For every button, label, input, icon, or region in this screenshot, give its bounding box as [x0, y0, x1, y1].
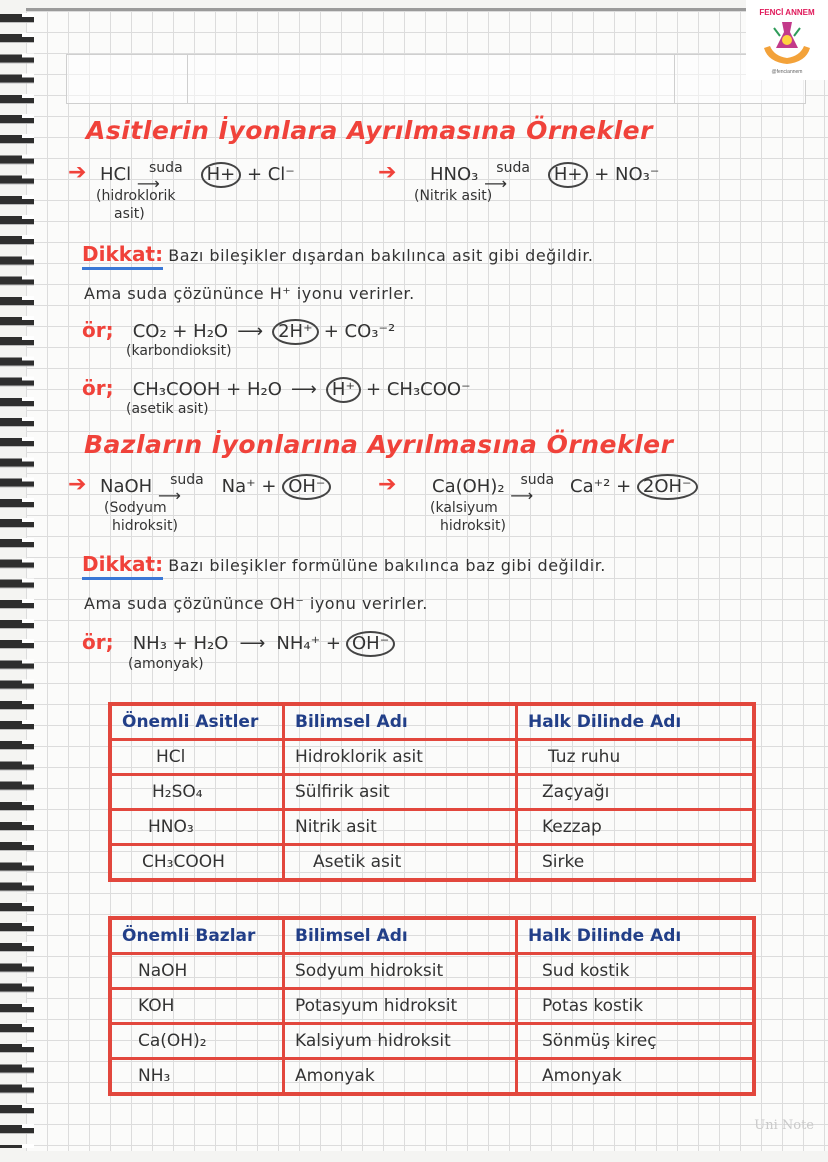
- base-eq2-formula: Ca(OH)₂: [432, 476, 505, 497]
- table-cell: NaOH: [110, 954, 284, 989]
- acids-section-title: Asitlerin İyonlara Ayrılmasına Örnekler: [86, 116, 653, 145]
- table-row: [110, 954, 754, 989]
- note1-example-2: [82, 376, 471, 403]
- acid-eq2-formula: HNO₃: [430, 164, 479, 185]
- base-eq2-over: suda: [520, 472, 555, 488]
- base-eq1-rest: Na⁺ +: [221, 476, 277, 497]
- note1-ex1-arrow: ⟶: [237, 321, 264, 342]
- table-cell: Potasyum hidroksit: [284, 989, 517, 1024]
- acid-eq2-ion: H+: [548, 162, 589, 188]
- table-cell: Amonyak: [284, 1059, 517, 1095]
- page-header-box: [66, 54, 806, 104]
- note1-label: Dikkat:: [82, 242, 163, 270]
- table-header-cell: Önemli Asitler: [110, 704, 284, 740]
- note1-ex1-ion: 2H⁺: [272, 319, 319, 345]
- table-row: [110, 740, 754, 775]
- note2-example-1: [82, 630, 395, 657]
- note2-ex1-lhs: NH₃ + H₂O: [132, 633, 229, 654]
- note2-ex1-ion: OH⁻: [346, 631, 395, 657]
- table-cell: Kalsiyum hidroksit: [284, 1024, 517, 1059]
- table-header-cell: Bilimsel Adı: [284, 704, 517, 740]
- table-cell: Zaçyağı: [517, 775, 755, 810]
- table-cell: Potas kostik: [517, 989, 755, 1024]
- note1-ex2-arrow: ⟶: [291, 379, 317, 400]
- table-cell: HCl: [110, 740, 284, 775]
- table-cell: NH₃: [110, 1059, 284, 1095]
- table-cell: Sülfirik asit: [284, 775, 517, 810]
- table-cell: H₂SO₄: [110, 775, 284, 810]
- table-header-cell: Halk Dilinde Adı: [517, 704, 755, 740]
- spiral-binding: [0, 8, 34, 1148]
- table-header-cell: Önemli Bazlar: [110, 918, 284, 954]
- table-row: [110, 775, 754, 810]
- table-row: [110, 1059, 754, 1095]
- note2-ex1-rest: NH₄⁺ +: [276, 633, 341, 654]
- base-equation-2: Ca(OH)₂ suda ⟶ Ca⁺² + 2OH⁻: [432, 474, 698, 500]
- note2-ex1-arrow: ⟶: [239, 633, 266, 654]
- base-eq1-ion: OH⁻: [282, 474, 331, 500]
- table-cell: Sodyum hidroksit: [284, 954, 517, 989]
- acid-eq2-name: (Nitrik asit): [414, 188, 493, 204]
- note1-line2: Ama suda çözününce H⁺ iyonu verirler.: [84, 284, 415, 303]
- acid-eq1-rest: + Cl⁻: [246, 164, 295, 185]
- note1-line1: Bazı bileşikler dışardan bakılınca asit gibi değildir.: [168, 246, 594, 265]
- hands-flask-icon: [760, 18, 814, 68]
- bases-table: [108, 916, 756, 1096]
- arrow-icon: ➔: [378, 472, 397, 497]
- table-cell: Tuz ruhu: [517, 740, 755, 775]
- note2-label: Dikkat:: [82, 552, 163, 580]
- note2-row: [82, 552, 606, 576]
- acid-eq1-ion: H+: [201, 162, 242, 188]
- note1-example-1: [82, 318, 395, 345]
- base-eq2-name-2: hidroksit): [440, 518, 506, 534]
- base-eq2-rest: Ca⁺² +: [570, 476, 632, 497]
- table-cell: Sud kostik: [517, 954, 755, 989]
- base-eq1-formula: NaOH: [100, 476, 153, 497]
- watermark: Uni Note: [754, 1118, 814, 1133]
- acid-eq2-over: suda: [496, 160, 530, 176]
- logo-tagline: @fenciannem: [771, 69, 803, 75]
- note1-ex1-rest: + CO₃⁻²: [323, 321, 396, 342]
- table-header-row: [110, 704, 754, 740]
- base-eq1-name-2: hidroksit): [112, 518, 178, 534]
- note1-ex1-lhs: CO₂ + H₂O: [132, 321, 229, 342]
- acid-equation-2: HNO₃ suda ⟶ H+ + NO₃⁻: [430, 160, 660, 193]
- note1-ex2-name: (asetik asit): [126, 401, 209, 417]
- note2-ex1-name: (amonyak): [128, 656, 204, 672]
- table-cell: Ca(OH)₂: [110, 1024, 284, 1059]
- acid-eq1-name-2: asit): [114, 206, 145, 222]
- note1-ex2-rest: + CH₃COO⁻: [366, 379, 471, 400]
- acid-eq1-name-1: (hidroklorik: [96, 188, 176, 204]
- acid-equation-1: HCl suda ⟶ H+ + Cl⁻: [100, 160, 295, 193]
- table-cell: Sirke: [517, 845, 755, 881]
- table-cell: HNO₃: [110, 810, 284, 845]
- acids-table: [108, 702, 756, 882]
- base-eq1-name-1: (Sodyum: [104, 500, 167, 516]
- brand-logo: [746, 0, 828, 80]
- note2-line1: Bazı bileşikler formülüne bakılınca baz gibi değildir.: [168, 556, 606, 575]
- base-eq2-name-1: (kalsiyum: [430, 500, 498, 516]
- base-equation-1: NaOH suda ⟶ Na⁺ + OH⁻: [100, 474, 331, 500]
- table-row: [110, 989, 754, 1024]
- note2-line2: Ama suda çözününce OH⁻ iyonu verirler.: [84, 594, 428, 613]
- logo-brand-text: FENCİ ANNEM: [759, 8, 815, 17]
- table-row: [110, 810, 754, 845]
- note1-row: [82, 242, 594, 266]
- base-eq2-ion: 2OH⁻: [637, 474, 698, 500]
- acid-eq1-formula: HCl: [100, 164, 132, 185]
- table-cell: Kezzap: [517, 810, 755, 845]
- note2-ex-label: ör;: [82, 630, 114, 654]
- note1-ex-label: ör;: [82, 376, 114, 400]
- table-row: [110, 1024, 754, 1059]
- table-cell: KOH: [110, 989, 284, 1024]
- note1-ex-label: ör;: [82, 318, 114, 342]
- acid-eq2-rest: + NO₃⁻: [594, 164, 660, 185]
- table-header-cell: Bilimsel Adı: [284, 918, 517, 954]
- base-eq1-over: suda: [170, 472, 204, 488]
- acid-eq1-over: suda: [149, 160, 183, 176]
- note1-ex2-lhs: CH₃COOH + H₂O: [132, 379, 282, 400]
- table-cell: Amonyak: [517, 1059, 755, 1095]
- table-cell: CH₃COOH: [110, 845, 284, 881]
- table-cell: Asetik asit: [284, 845, 517, 881]
- table-header-cell: Halk Dilinde Adı: [517, 918, 755, 954]
- table-header-row: [110, 918, 754, 954]
- arrow-icon: ➔: [378, 160, 397, 185]
- table-cell: Nitrik asit: [284, 810, 517, 845]
- table-row: [110, 845, 754, 881]
- bases-section-title: Bazların İyonlarına Ayrılmasına Örnekler: [84, 430, 674, 459]
- table-cell: Sönmüş kireç: [517, 1024, 755, 1059]
- arrow-icon: ➔: [68, 160, 87, 185]
- table-cell: Hidroklorik asit: [284, 740, 517, 775]
- note1-ex1-name: (karbondioksit): [126, 343, 232, 359]
- arrow-icon: ➔: [68, 472, 87, 497]
- note1-ex2-ion: H⁺: [326, 377, 361, 403]
